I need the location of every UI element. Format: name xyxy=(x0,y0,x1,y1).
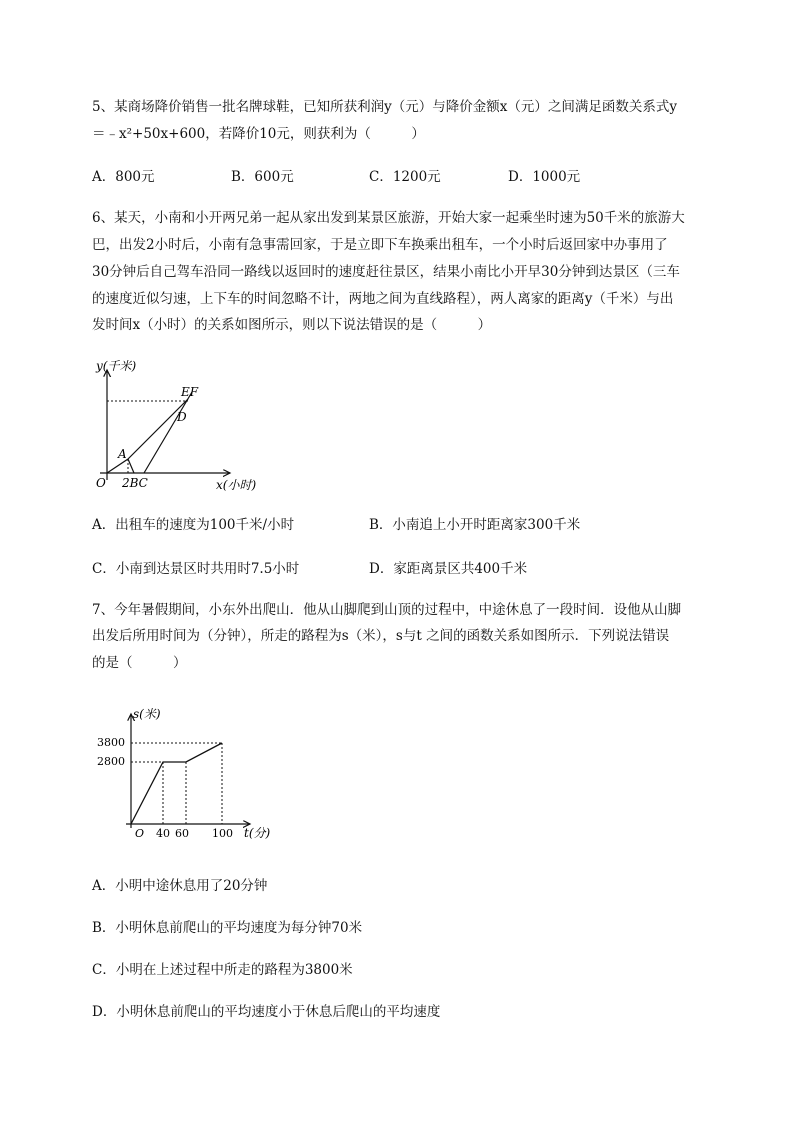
q6-segment-oa xyxy=(107,459,128,473)
q6-x-label: x(小时) xyxy=(216,478,257,492)
q5-option-d: D．1000元 xyxy=(508,169,581,185)
q6-point-d-label: D xyxy=(177,410,187,424)
q7-y-tick-3800: 3800 xyxy=(97,736,125,749)
q6-line-5: 发时间x（小时）的关系如图所示，则以下说法错误的是（ ） xyxy=(92,317,492,333)
q7-option-d: D．小明休息前爬山的平均速度小于休息后爬山的平均速度 xyxy=(92,1004,441,1020)
q5-option-c: C．1200元 xyxy=(369,169,441,185)
q6-line-4: 的速度近似匀速，上下车的时间忽略不计，两地之间为直线路程），两人离家的距离y（千米）与出 xyxy=(92,291,674,307)
q6-point-ef-label: EF xyxy=(181,385,199,399)
q6-y-label: y(千米) xyxy=(96,359,137,373)
q6-segment-cf xyxy=(144,392,192,473)
q5-line-1: 5、某商场降价销售一批名牌球鞋，已知所获利润y（元）与降价金额x（元）之间满足函数关系式y xyxy=(92,99,677,115)
q7-option-a: A．小明中途休息用了20分钟 xyxy=(92,878,268,894)
q6-line-2: 巴，出发2小时后，小南有急事需回家，于是立即下车换乘出租车，一个小时后返回家中办事用了 xyxy=(92,237,668,253)
q6-line-3: 30分钟后自己驾车沿同一路线以返回时的速度赶往景区，结果小南比小开早30分钟到达景区（三车 xyxy=(92,264,680,280)
q6-segment-ab xyxy=(128,459,134,473)
q6-origin-label: O xyxy=(96,476,106,490)
q5-line-2: ＝﹣x²+50x+600，若降价10元，则获利为（ ） xyxy=(92,126,425,142)
q6-option-a: A．出租车的速度为100千米/小时 xyxy=(92,517,295,533)
q6-option-c: C．小南到达景区时共用时7.5小时 xyxy=(92,561,300,577)
q6-point-2bc-label: 2BC xyxy=(122,476,148,490)
q7-graph xyxy=(92,700,302,850)
q7-x-tick-60: 60 xyxy=(175,827,189,840)
q7-line-1: 7、今年暑假期间，小东外出爬山．他从山脚爬到山顶的过程中，中途休息了一段时间．设他从山脚 xyxy=(92,602,682,618)
q7-x-label: t(分) xyxy=(244,826,271,840)
q7-option-c: C．小明在上述过程中所走的路程为3800米 xyxy=(92,962,353,978)
q7-y-tick-2800: 2800 xyxy=(97,755,125,768)
q6-option-d: D．家距离景区共400千米 xyxy=(369,561,528,577)
q7-y-label: s(米) xyxy=(133,707,161,721)
q7-line-2: 出发后所用时间为（分钟），所走的路程为s（米），s与t 之间的函数关系如图所示．下列说法错误 xyxy=(92,628,670,644)
q7-distance-line xyxy=(131,743,222,824)
q7-line-3: 的是（ ） xyxy=(92,655,187,671)
q6-point-a-label: A xyxy=(118,447,127,461)
q6-line-1: 6、某天，小南和小开两兄弟一起从家出发到某景区旅游，开始大家一起乘坐时速为50千米的旅游大 xyxy=(92,210,685,226)
q5-option-a: A．800元 xyxy=(92,169,155,185)
q7-option-b: B．小明休息前爬山的平均速度为每分钟70米 xyxy=(92,920,363,936)
q5-option-b: B．600元 xyxy=(231,169,294,185)
q7-x-tick-100: 100 xyxy=(212,827,233,840)
q7-origin-label: O xyxy=(135,827,145,840)
q6-graph xyxy=(88,352,278,497)
q7-x-tick-40: 40 xyxy=(156,827,170,840)
q6-option-b: B．小南追上小开时距离家300千米 xyxy=(369,517,581,533)
